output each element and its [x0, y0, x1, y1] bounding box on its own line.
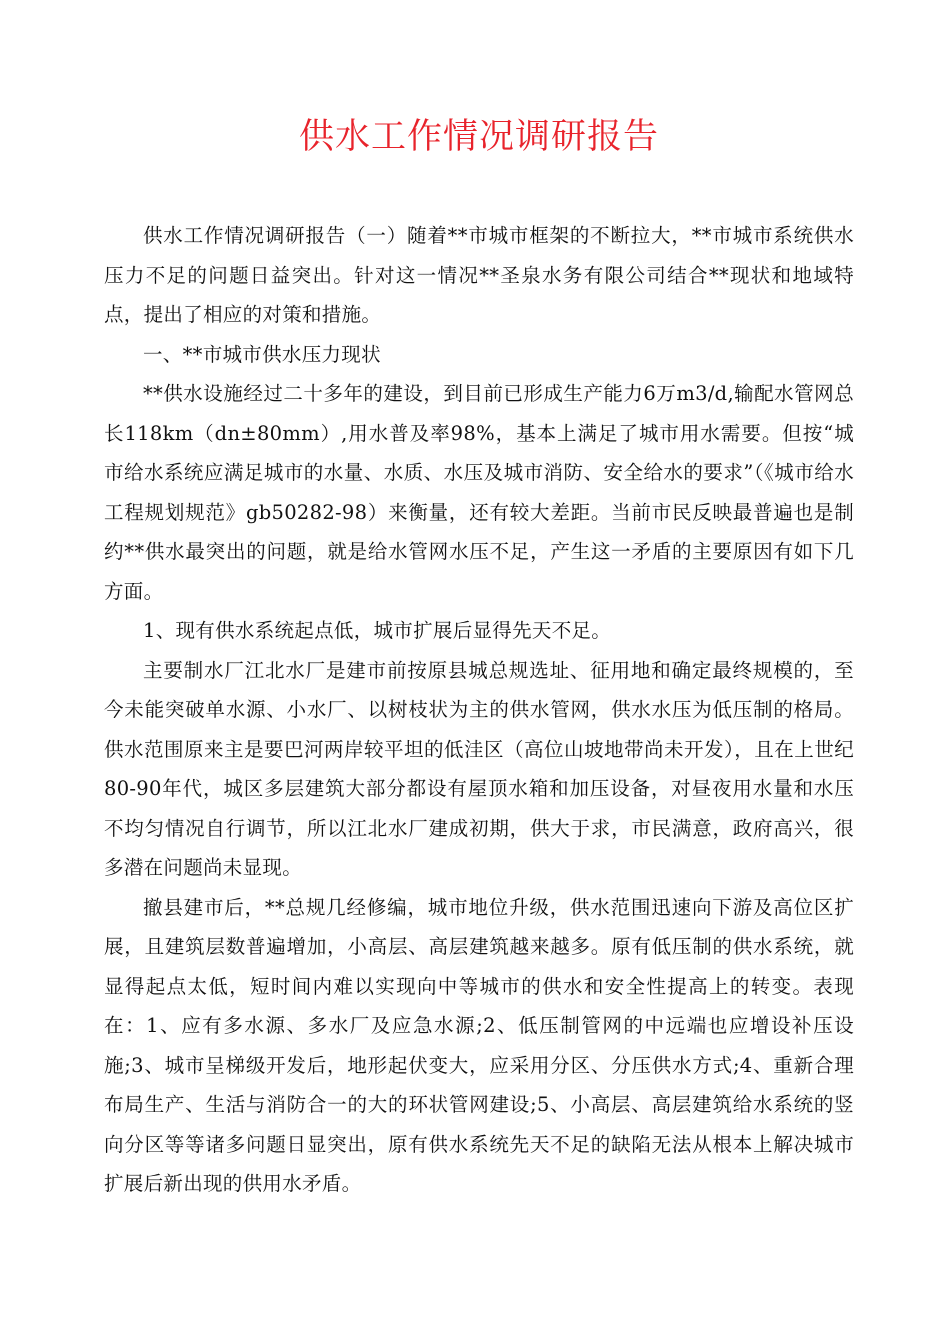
paragraph-after-city: 撤县建市后，**总规几经修编，城市地位升级，供水范围迅速向下游及高位区扩展，且建筑层数普遍增加，小高层、高层建筑越来越多。原有低压制的供水系统，就显得起点太低，短时间内难以实现向中等城市的供水和安全性提高上的转变。表现在：1、应有多水源、多水厂及应急水源;2、低压制管网的中远端也应增设补压设施;3、城市呈梯级开发后，地形起伏变大，应采用分区、分压供水方式;4、重新合理布局生产、生活与消防合一的大的环状管网建设;5、小高层、高层建筑给水系统的竖向分区等等诸多问题日显突出，原有供水系统先天不足的缺陷无法从根本上解决城市扩展后新出现的供用水矛盾。 [104, 895, 854, 1195]
document-title: 供水工作情况调研报告 [298, 117, 659, 157]
document-body [104, 216, 854, 1204]
subsection-heading-1: 1、现有供水系统起点低，城市扩展后显得先天不足。 [143, 619, 612, 642]
section-heading-1: 一、**市城市供水压力现状 [143, 342, 381, 366]
paragraph-main-plant: 主要制水厂江北水厂是建市前按原县城总规选址、征用地和确定最终规模的，至今未能突破单水源、小水厂、以树枝状为主的供水管网，供水水压为低压制的格局。供水范围原来主是要巴河两岸较平坦的低洼区（高位山坡地带尚未开发），且在上世纪80-90年代，城区多层建筑大部分都设有屋顶水箱和加压设备，对昼夜用水量和水压不均匀情况自行调节，所以江北水厂建成初期，供大于求，市民满意，政府高兴，很多潜在问题尚未显现。 [104, 658, 854, 879]
paragraph-status: **供水设施经过二十多年的建设，到目前已形成生产能力6万m3/d,输配水管网总长118km（dn±80mm）,用水普及率98%，基本上满足了城市用水需要。但按“城市给水系统应满足城市的水量、水质、水压及城市消防、安全给水的要求”（《城市给水工程规划规范》gb50282-98）来衡量，还有较大差距。当前市民反映最普遍也是制约**供水最突出的问题，就是给水管网水压不足，产生这一矛盾的主要原因有如下几方面。 [104, 382, 854, 603]
paragraph-intro: 供水工作情况调研报告（一）随着**市城市框架的不断拉大，**市城市系统供水压力不足的问题日益突出。针对这一情况**圣泉水务有限公司结合**现状和地域特点，提出了相应的对策和措施。 [104, 224, 854, 326]
